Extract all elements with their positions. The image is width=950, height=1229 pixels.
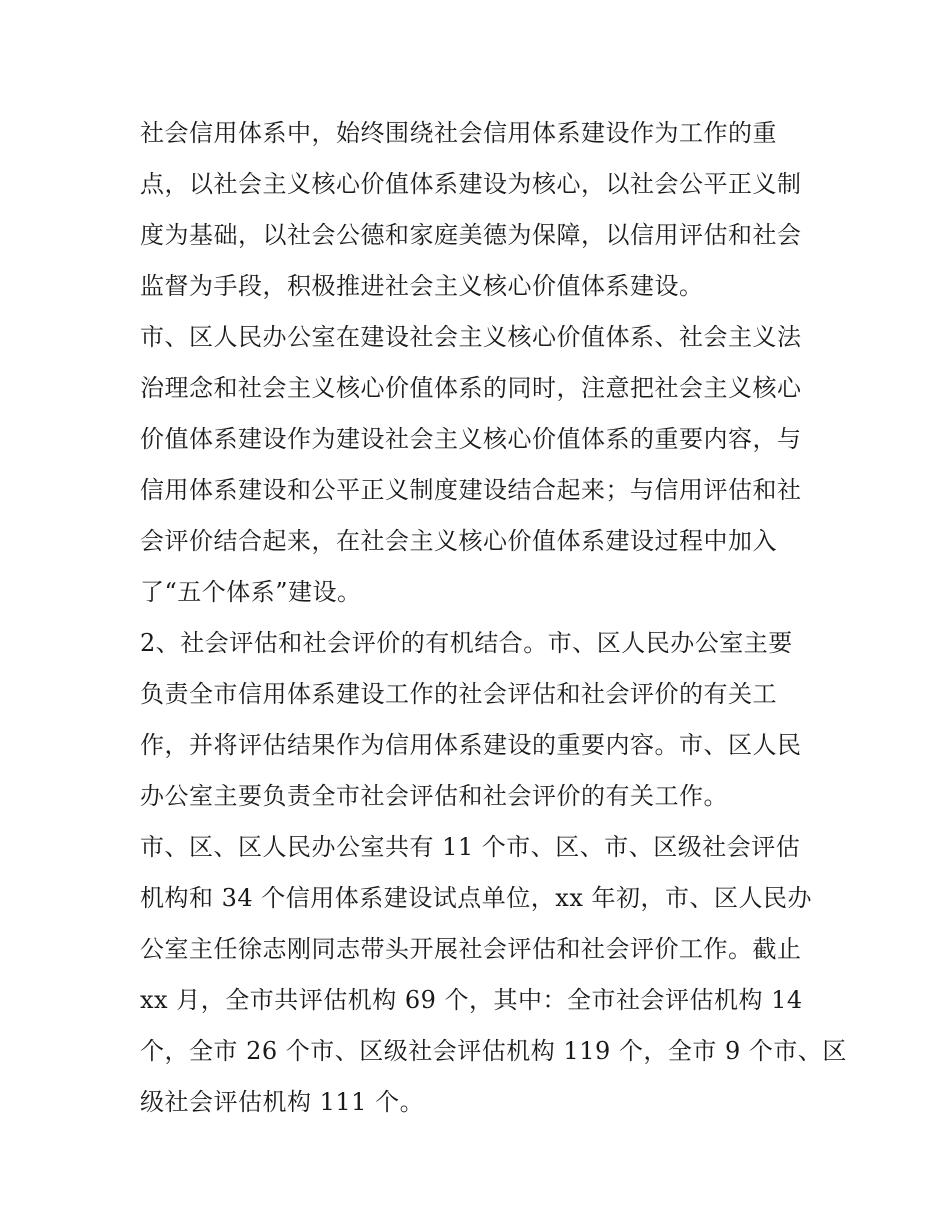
text-line: 个，全市 26 个市、区级社会评估机构 119 个，全市 9 个市、区 [140,1037,847,1065]
text-line: 办公室主要负责全市社会评估和社会评价的有关工作。 [140,782,728,810]
text-line: 作，并将评估结果作为信用体系建设的重要内容。市、区人民 [140,731,802,759]
text-line: 了“五个体系”建设。 [140,578,362,606]
text-line: 点，以社会主义核心价值体系建设为核心，以社会公平正义制 [140,170,802,198]
text-line: 监督为手段，积极推进社会主义核心价值体系建设。 [140,272,704,300]
text-line: xx 月，全市共评估机构 69 个，其中：全市社会评估机构 14 [140,986,803,1014]
text-line: 机构和 34 个信用体系建设试点单位，xx 年初，市、区人民办 [140,884,812,912]
text-line: 价值体系建设作为建设社会主义核心价值体系的重要内容，与 [140,425,802,453]
text-line: 治理念和社会主义核心价值体系的同时，注意把社会主义核心 [140,374,802,402]
text-line: 度为基础，以社会公德和家庭美德为保障，以信用评估和社会 [140,221,802,249]
text-line: 负责全市信用体系建设工作的社会评估和社会评价的有关工 [140,680,777,708]
text-line: 市、区、区人民办公室共有 11 个市、区、市、区级社会评估 [140,833,801,861]
text-line: 社会信用体系中，始终围绕社会信用体系建设作为工作的重 [140,119,777,147]
document-body [140,108,847,1128]
text-line: 市、区人民办公室在建设社会主义核心价值体系、社会主义法 [140,323,802,351]
text-line: 级社会评估机构 111 个。 [140,1088,425,1116]
text-line: 2、社会评估和社会评价的有机结合。市、区人民办公室主要 [140,629,793,657]
text-line: 信用体系建设和公平正义制度建设结合起来；与信用评估和社 [140,476,802,504]
text-line: 会评价结合起来，在社会主义核心价值体系建设过程中加入 [140,527,777,555]
text-line: 公室主任徐志刚同志带头开展社会评估和社会评价工作。截止 [140,935,802,963]
